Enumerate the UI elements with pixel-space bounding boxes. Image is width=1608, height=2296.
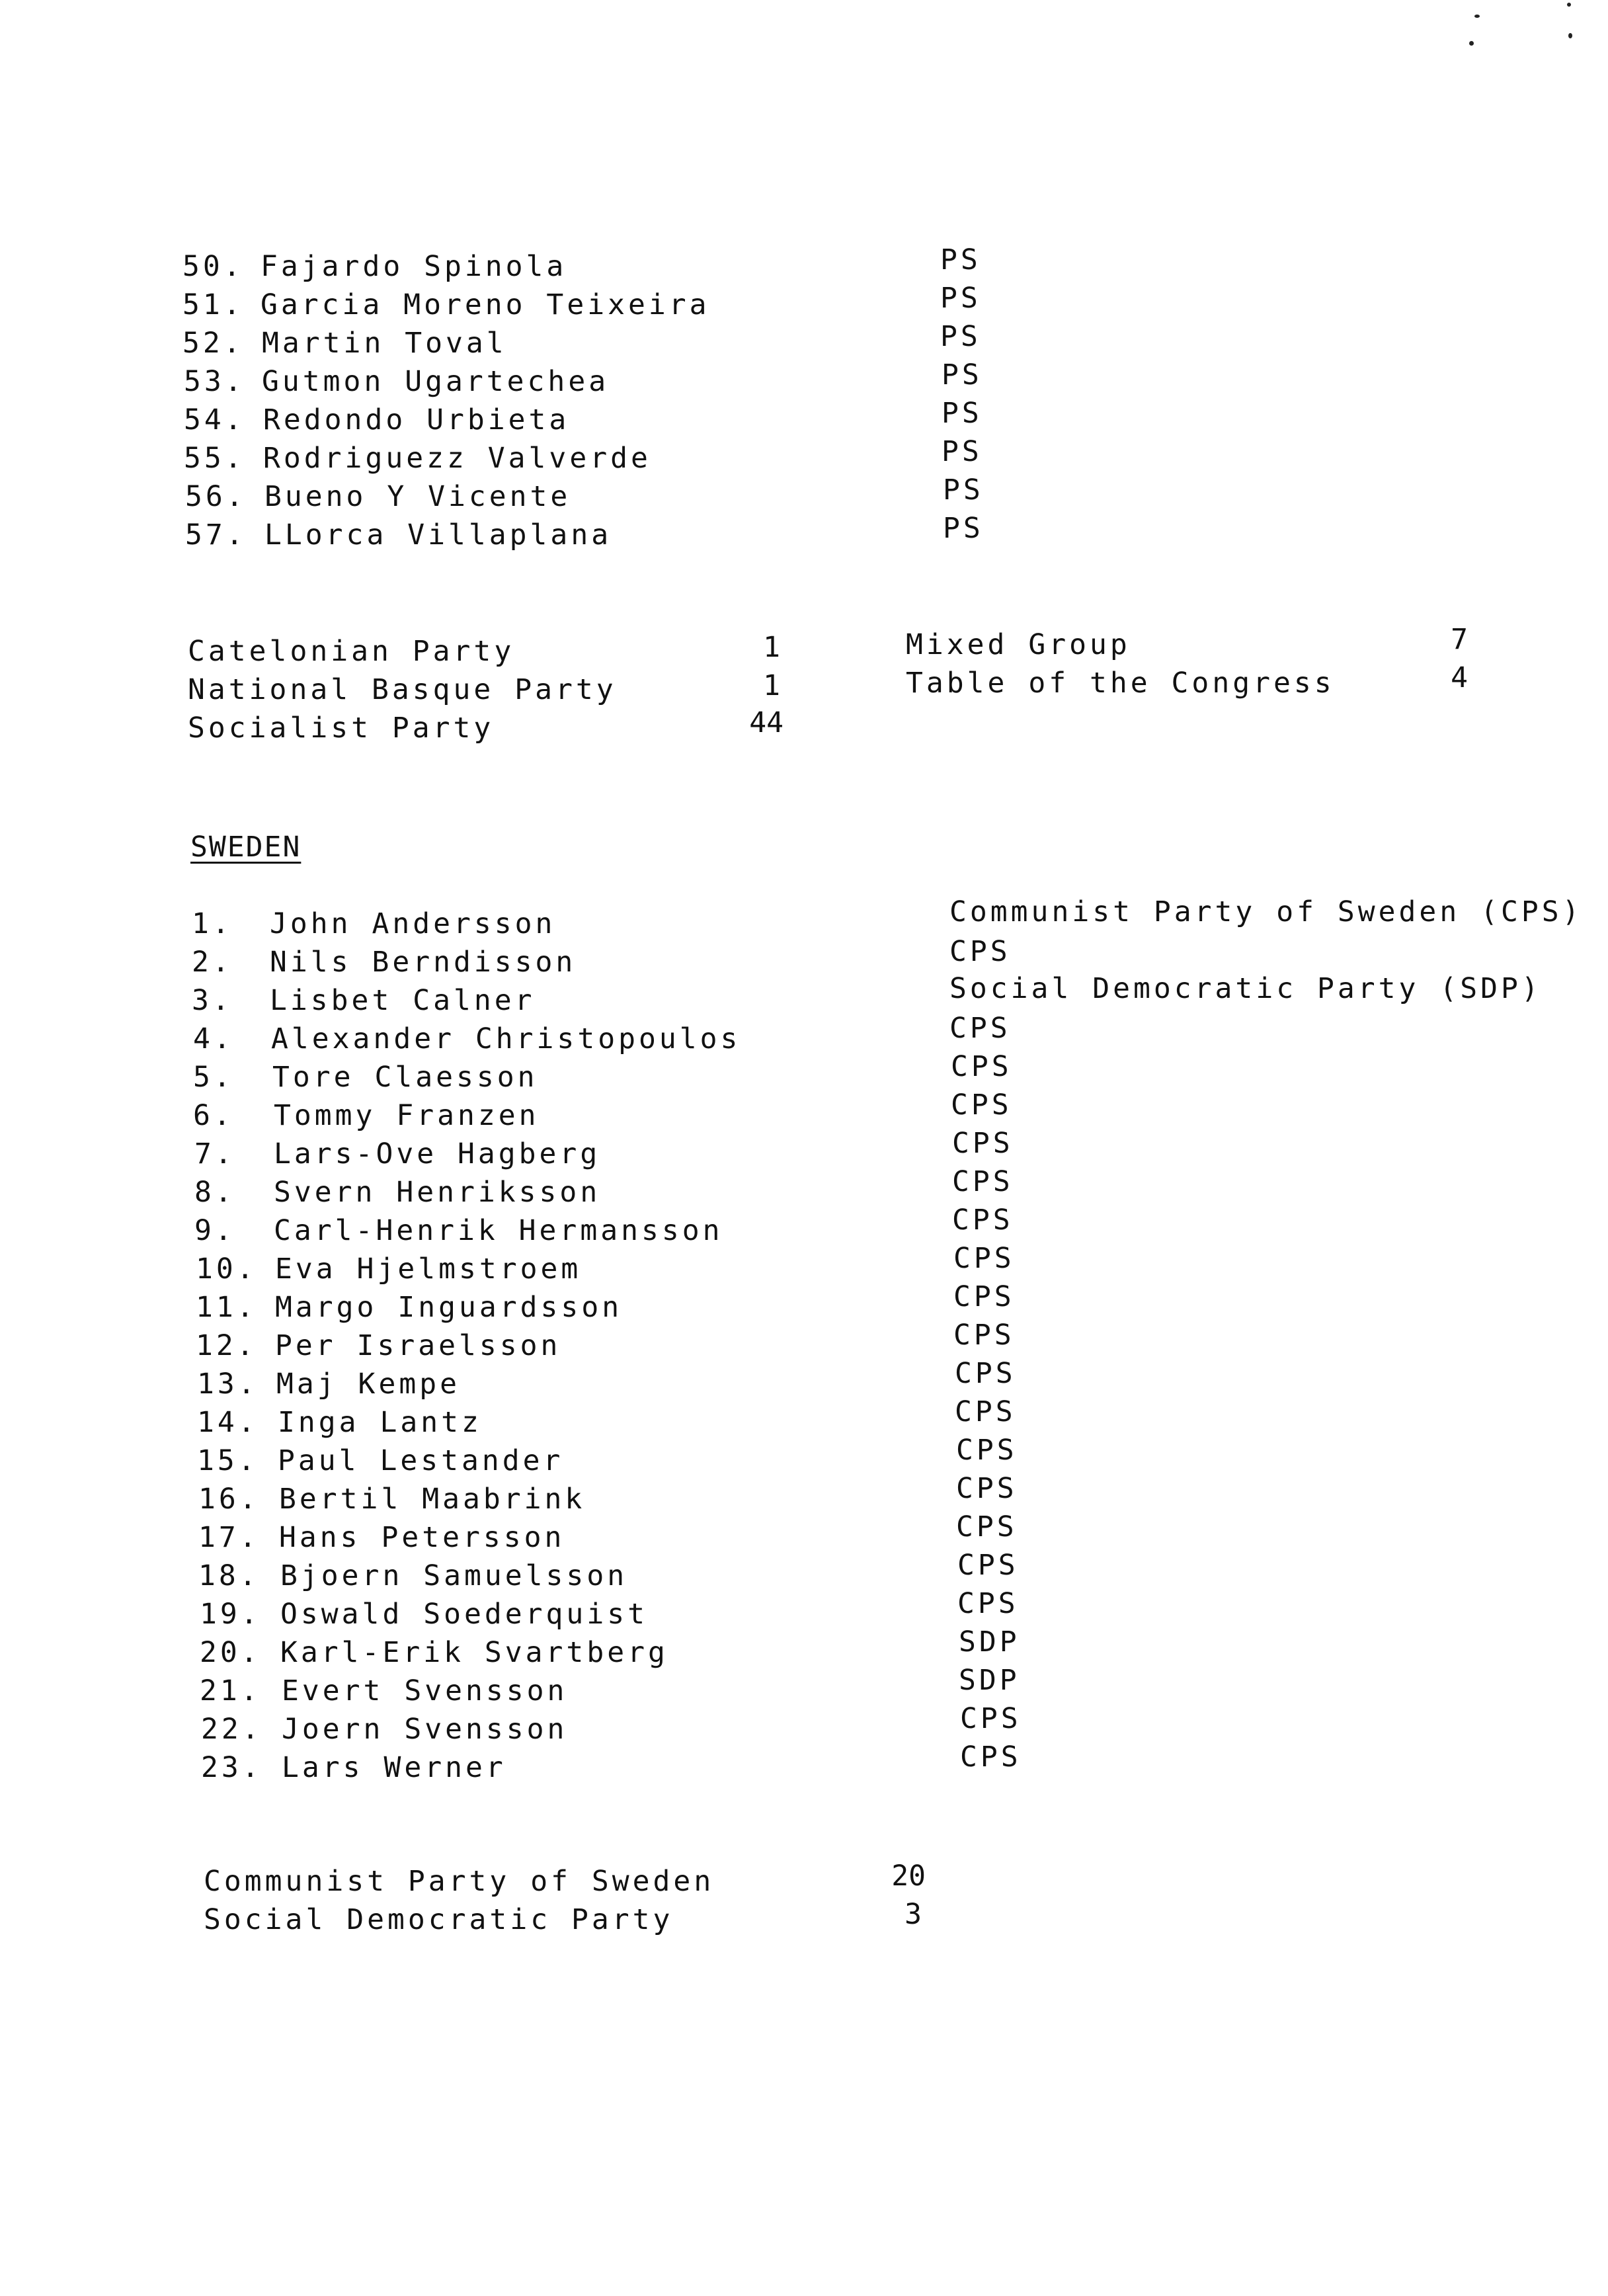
member-number: 55. [184,442,245,475]
member-name: Bertil Maabrink [279,1483,586,1516]
member-number: 14. [197,1406,259,1439]
member-party: SDP [959,1664,1020,1697]
member-party: PS [940,243,981,276]
member-party: PS [943,473,984,507]
member-party: SDP [959,1625,1020,1659]
total-party-name: Mixed Group [906,628,1131,661]
member-name: Alexander Christopoulos [271,1022,741,1055]
member-party: PS [942,435,983,468]
member-name: Evert Svensson [282,1674,568,1707]
member-party: PS [942,358,983,391]
member-name: Maj Kempe [276,1368,460,1401]
member-number: 2. [192,946,233,979]
member-number: 23. [201,1751,262,1784]
member-party: PS [940,282,981,315]
member-name: Garcia Moreno Teixeira [261,288,710,321]
member-number: 17. [198,1521,260,1554]
member-party: CPS [960,1702,1022,1735]
member-party: CPS [956,1510,1018,1543]
member-number: 21. [200,1674,261,1707]
member-number: 3. [192,984,233,1017]
member-party: CPS [953,1319,1015,1352]
member-party: CPS [953,1242,1015,1275]
member-party: CPS [952,1127,1014,1160]
member-party: CPS [956,1434,1018,1467]
member-name: Margo Inguardsson [275,1291,623,1324]
member-party: CPS [957,1587,1019,1620]
member-name: Fajardo Spinola [261,250,567,283]
total-party-count: 20 [891,1860,926,1893]
member-name: Inga Lantz [278,1406,482,1439]
scan-speck [1567,3,1571,7]
member-number: 11. [196,1291,257,1324]
total-party-count: 1 [763,631,780,664]
member-party: CPS [952,1165,1014,1198]
member-party: Social Democratic Party (SDP) [949,972,1542,1005]
total-party-name: Social Democratic Party [204,1903,674,1936]
member-number: 9. [194,1214,235,1247]
member-party: CPS [952,1204,1014,1237]
member-number: 1. [192,907,233,940]
member-name: Hans Petersson [279,1521,565,1554]
member-name: John Andersson [270,907,556,940]
total-party-name: National Basque Party [188,673,617,706]
scan-speck [1474,15,1480,18]
member-number: 50. [182,250,244,283]
member-number: 13. [197,1368,259,1401]
member-name: Lars-Ove Hagberg [274,1137,601,1170]
member-name: Martin Toval [262,327,507,360]
member-number: 10. [196,1252,257,1286]
member-number: 6. [193,1099,234,1132]
member-number: 56. [185,480,247,513]
member-number: 22. [201,1713,262,1746]
member-party: CPS [949,935,1011,968]
member-party: CPS [960,1741,1022,1774]
member-name: Karl-Erik Svartberg [280,1636,668,1669]
member-number: 7. [194,1137,235,1170]
member-name: Redondo Urbieta [263,403,570,436]
member-party: PS [942,397,983,430]
member-number: 4. [193,1022,234,1055]
member-number: 5. [193,1061,234,1094]
member-number: 12. [196,1329,257,1362]
member-name: Bjoern Samuelsson [280,1559,628,1592]
member-number: 52. [182,327,244,360]
member-number: 18. [198,1559,260,1592]
member-party: CPS [957,1549,1019,1582]
member-party: CPS [953,1280,1015,1313]
member-party: CPS [949,1012,1011,1045]
member-party: PS [940,320,981,353]
member-name: Gutmon Ugartechea [262,365,610,398]
member-name: Lisbet Calner [270,984,536,1017]
section-heading-sweden: SWEDEN [190,831,302,864]
member-name: Joern Svensson [282,1713,568,1746]
member-name: Nils Berndisson [270,946,577,979]
member-name: Eva Hjelmstroem [275,1252,582,1286]
total-party-name: Communist Party of Sweden [204,1865,715,1898]
member-name: Bueno Y Vicente [264,480,571,513]
member-name: Carl-Henrik Hermansson [274,1214,723,1247]
member-party: CPS [955,1395,1016,1428]
member-number: 19. [200,1598,261,1631]
total-party-count: 4 [1451,661,1468,694]
member-name: Tore Claesson [272,1061,538,1094]
member-name: Per Israelsson [275,1329,561,1362]
member-name: Lars Werner [282,1751,506,1784]
member-name: Svern Henriksson [274,1176,601,1209]
member-number: 15. [197,1444,259,1477]
member-name: Paul Lestander [278,1444,564,1477]
member-name: Tommy Franzen [274,1099,540,1132]
member-number: 54. [184,403,245,436]
scan-speck [1568,33,1572,38]
total-party-count: 44 [749,706,784,739]
member-name: LLorca Villaplana [264,518,612,552]
member-party: CPS [955,1357,1016,1390]
total-party-name: Catelonian Party [188,635,515,668]
total-party-name: Socialist Party [188,712,495,745]
member-name: Oswald Soederquist [280,1598,648,1631]
member-number: 53. [184,365,245,398]
member-number: 16. [198,1483,260,1516]
scan-speck [1469,41,1474,46]
member-number: 57. [185,518,247,552]
member-party: CPS [951,1088,1012,1122]
member-number: 51. [182,288,244,321]
member-name: Rodriguezz Valverde [263,442,651,475]
member-party: PS [943,512,984,545]
total-party-count: 1 [763,669,780,702]
member-number: 8. [194,1176,235,1209]
total-party-name: Table of the Congress [906,667,1335,700]
total-party-count: 3 [904,1898,922,1931]
member-party: CPS [956,1472,1018,1505]
member-party: CPS [951,1050,1012,1083]
total-party-count: 7 [1451,623,1468,656]
member-party: Communist Party of Sweden (CPS) [949,895,1583,928]
member-number: 20. [200,1636,261,1669]
